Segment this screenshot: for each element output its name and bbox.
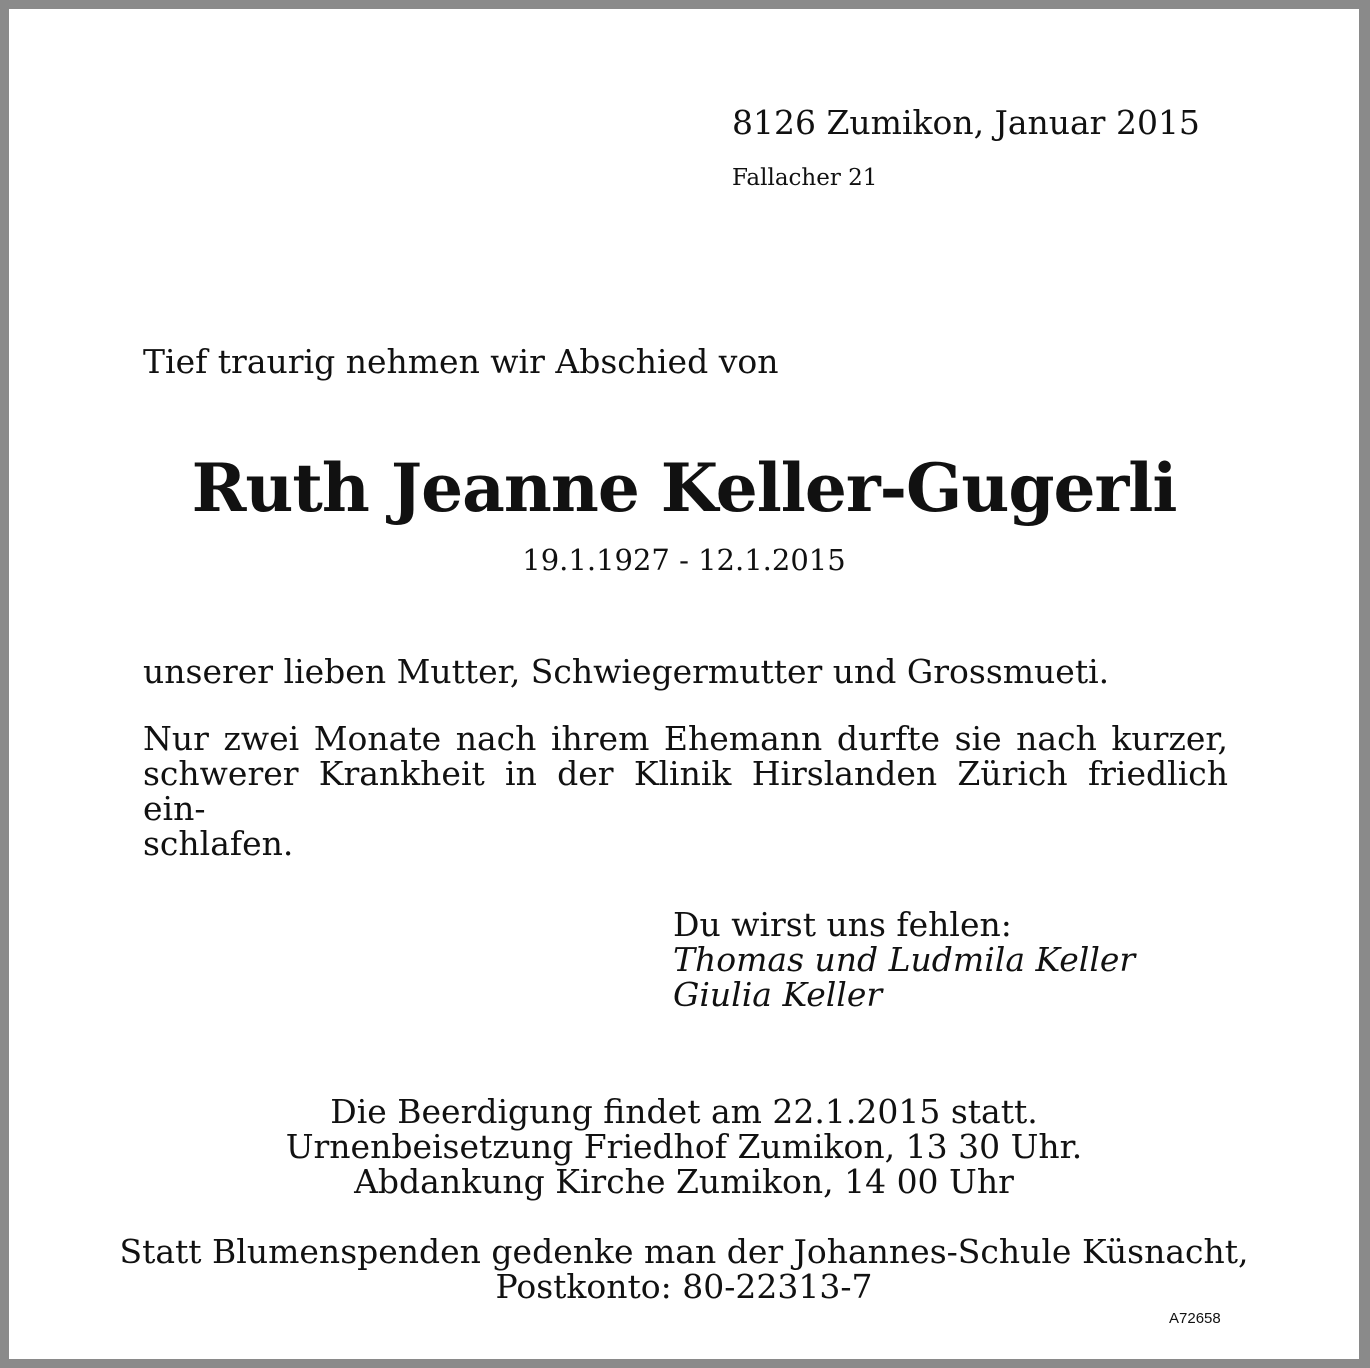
- funeral-line: Abdankung Kirche Zumikon, 14 00 Uhr: [354, 1162, 1014, 1201]
- paragraph-line: Nur zwei Monate nach ihrem Ehemann durfte sie nach kurzer,: [143, 719, 1228, 758]
- life-dates: 19.1.1927 - 12.1.2015: [522, 543, 846, 577]
- funeral-info: [9, 1094, 1359, 1199]
- reference-code: A72658: [1169, 1310, 1221, 1327]
- signature-name: Thomas und Ludmila Keller: [673, 940, 1136, 979]
- donation-line: Postkonto: 80-22313-7: [495, 1267, 873, 1306]
- address: Fallacher 21: [732, 165, 878, 191]
- funeral-line: Urnenbeisetzung Friedhof Zumikon, 13 30 Uhr.: [285, 1127, 1083, 1166]
- signature-lead: Du wirst uns fehlen:: [673, 905, 1012, 944]
- donation-line: Statt Blumenspenden gedenke man der Johannes-Schule Küsnacht,: [119, 1232, 1249, 1271]
- location-date: 8126 Zumikon, Januar 2015: [732, 103, 1200, 142]
- relation-text: unserer lieben Mutter, Schwiegermutter und Grossmueti.: [143, 652, 1110, 691]
- signature-name: Giulia Keller: [673, 975, 883, 1014]
- obituary-page: [9, 9, 1359, 1359]
- passing-paragraph: [143, 721, 1228, 861]
- signature-block: [673, 907, 1135, 1012]
- deceased-name: Ruth Jeanne Keller-Gugerli: [191, 449, 1177, 527]
- paragraph-line: schwerer Krankheit in der Klinik Hirslanden Zürich friedlich ein-: [143, 754, 1228, 828]
- paragraph-line: schlafen.: [143, 824, 294, 863]
- donation-info: [9, 1234, 1359, 1304]
- funeral-line: Die Beerdigung findet am 22.1.2015 statt.: [330, 1092, 1038, 1131]
- intro-text: Tief traurig nehmen wir Abschied von: [143, 342, 779, 381]
